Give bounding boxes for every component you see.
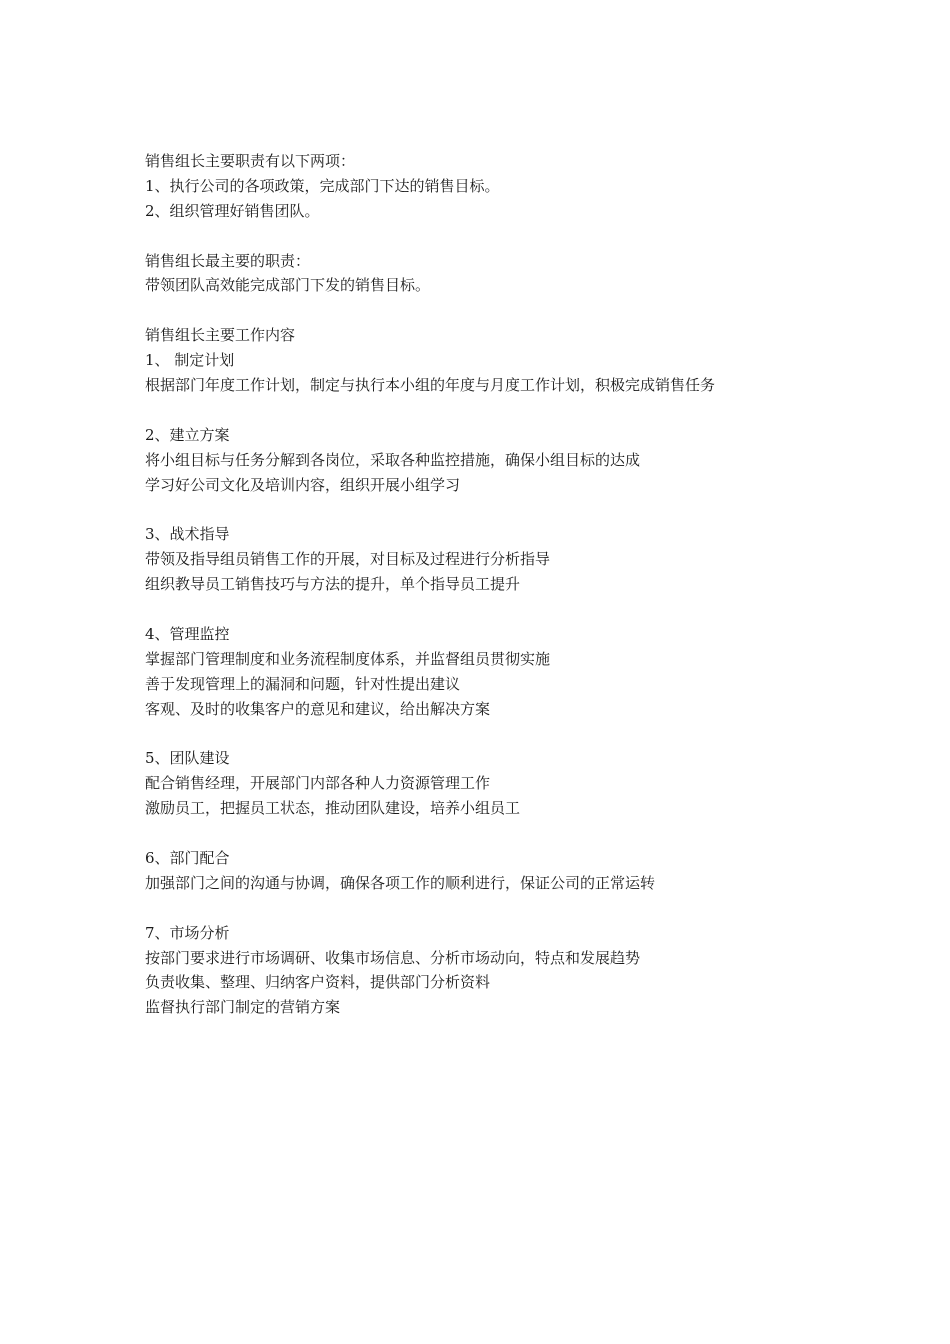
text-line: 监督执行部门制定的营销方案	[145, 998, 341, 1017]
text-line: 客观、及时的收集客户的意见和建议，给出解决方案	[145, 699, 491, 718]
blank-line	[145, 224, 925, 249]
text-line: 1、执行公司的各项政策，完成部门下达的销售目标。	[145, 176, 500, 195]
text-line: 按部门要求进行市场调研、收集市场信息、分析市场动向，特点和发展趋势	[145, 948, 641, 967]
text-line: 激励员工，把握员工状态，推动团队建设，培养小组员工	[145, 799, 521, 818]
blank-line	[145, 298, 925, 323]
section-main-duty	[145, 249, 925, 299]
text-line: 带领及指导组员销售工作的开展，对目标及过程进行分析指导	[145, 550, 551, 569]
text-line: 配合销售经理，开展部门内部各种人力资源管理工作	[145, 774, 491, 793]
text-line: 组织教导员工销售技巧与方法的提升，单个指导员工提升	[145, 575, 521, 594]
text-line: 2、组织管理好销售团队。	[145, 201, 320, 220]
section-tactics	[145, 522, 925, 597]
blank-line	[145, 597, 925, 622]
blank-line	[145, 721, 925, 746]
section-responsibilities	[145, 149, 925, 224]
section-management	[145, 622, 925, 722]
text-line: 善于发现管理上的漏洞和问题，针对性提出建议	[145, 674, 461, 693]
blank-line	[145, 896, 925, 921]
item-heading: 6、部门配合	[145, 848, 230, 867]
blank-line	[145, 497, 925, 522]
item-heading: 2、建立方案	[145, 425, 230, 444]
section-plan	[145, 423, 925, 498]
section-heading: 销售组长主要职责有以下两项：	[145, 152, 356, 170]
text-line: 带领团队高效能完成部门下发的销售目标。	[145, 276, 431, 295]
blank-line	[145, 821, 925, 846]
section-market-analysis	[145, 921, 925, 1021]
text-line: 负责收集、整理、归纳客户资料，提供部门分析资料	[145, 973, 491, 992]
section-coordination	[145, 846, 925, 896]
text-line: 将小组目标与任务分解到各岗位，采取各种监控措施，确保小组目标的达成	[145, 450, 641, 469]
section-work-content	[145, 323, 925, 398]
item-heading: 4、管理监控	[145, 624, 230, 643]
item-heading: 3、战术指导	[145, 525, 230, 544]
text-line: 学习好公司文化及培训内容，组织开展小组学习	[145, 475, 461, 494]
item-heading: 7、市场分析	[145, 923, 230, 942]
item-heading: 1、 制定计划	[145, 351, 235, 370]
blank-line	[145, 398, 925, 423]
document-page	[145, 149, 925, 1020]
text-line: 加强部门之间的沟通与协调，确保各项工作的顺利进行，保证公司的正常运转	[145, 873, 656, 892]
text-line: 根据部门年度工作计划，制定与执行本小组的年度与月度工作计划，积极完成销售任务	[145, 376, 716, 395]
section-heading: 销售组长最主要的职责：	[145, 251, 311, 270]
item-heading: 5、团队建设	[145, 749, 230, 768]
section-heading: 销售组长主要工作内容	[145, 326, 296, 345]
text-line: 掌握部门管理制度和业务流程制度体系，并监督组员贯彻实施	[145, 649, 551, 668]
section-team-building	[145, 746, 925, 821]
